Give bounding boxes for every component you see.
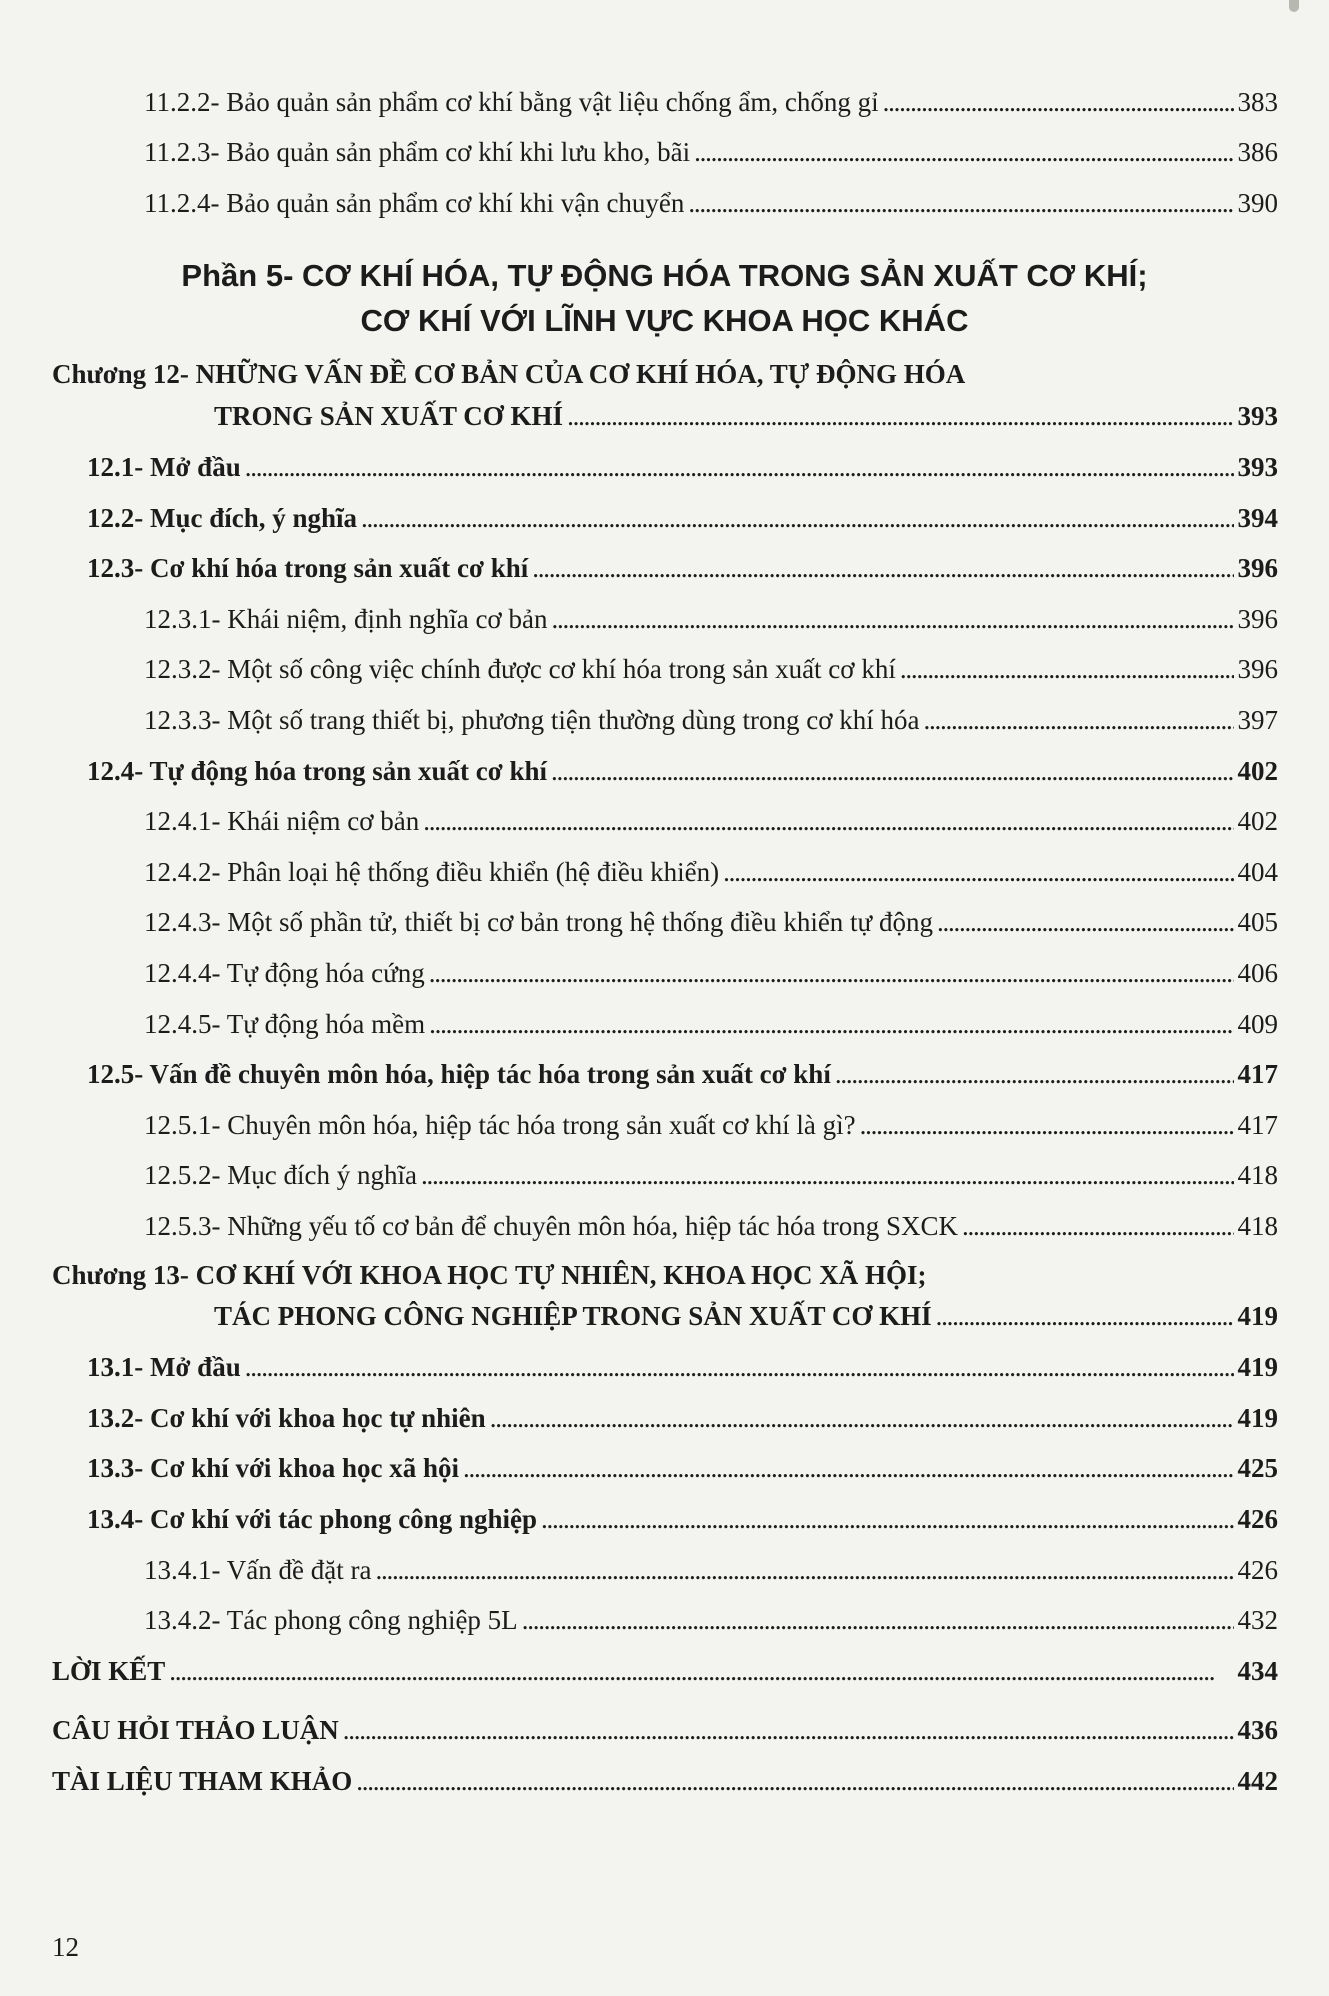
dot-leader xyxy=(688,186,1233,220)
part-5-heading-line-2: CƠ KHÍ VỚI LĨNH VỰC KHOA HỌC KHÁC xyxy=(360,303,969,338)
toc-entry-title: 12.3.2- Một số công việc chính được cơ khí hóa trong sản xuất cơ khí xyxy=(144,654,896,684)
toc-entry-13-4-2 xyxy=(144,1603,1278,1637)
toc-entry-page: 417 xyxy=(1237,1059,1278,1089)
toc-entry-page: 396 xyxy=(1237,654,1278,684)
toc-entry-12-3-1 xyxy=(144,602,1278,636)
toc-entry-title: 12.5- Vấn đề chuyên môn hóa, hiệp tác hóa trong sản xuất cơ khí xyxy=(87,1059,831,1089)
toc-entry-page: 390 xyxy=(1237,188,1278,218)
dot-leader xyxy=(723,855,1233,889)
toc-entry-page: 406 xyxy=(1237,958,1278,988)
dot-leader xyxy=(245,1350,1234,1384)
toc-entry-title: 13.4.2- Tác phong công nghiệp 5L xyxy=(144,1605,518,1635)
toc-entry-page: 436 xyxy=(1237,1715,1278,1745)
toc-entry-title: 13.2- Cơ khí với khoa học tự nhiên xyxy=(87,1403,486,1433)
toc-entry-title: CÂU HỎI THẢO LUẬN xyxy=(52,1715,339,1745)
toc-entry-title: 12.4.1- Khái niệm cơ bản xyxy=(144,806,420,836)
toc-entry-12-3 xyxy=(87,551,1278,585)
dot-leader xyxy=(860,1108,1234,1142)
toc-entry-12-5-2 xyxy=(144,1158,1278,1192)
dot-leader xyxy=(490,1401,1234,1435)
dot-leader xyxy=(551,602,1233,636)
toc-entry-12-2 xyxy=(87,501,1278,535)
dot-leader xyxy=(429,956,1234,990)
toc-entry-page: 426 xyxy=(1237,1504,1278,1534)
toc-entry-page: 397 xyxy=(1237,705,1278,735)
dot-leader xyxy=(245,450,1234,484)
toc-entry-12-3-2 xyxy=(144,652,1278,686)
toc-entry-11-2-3 xyxy=(144,135,1278,169)
chapter-12-heading-cont xyxy=(214,399,1278,433)
toc-entry-12-3-3 xyxy=(144,703,1278,737)
toc-entry-tai-lieu xyxy=(52,1764,1278,1798)
toc-entry-page: 393 xyxy=(1237,452,1278,482)
toc-entry-title: TRONG SẢN XUẤT CƠ KHÍ xyxy=(214,401,564,431)
dot-leader xyxy=(361,501,1233,535)
toc-entry-12-4-2 xyxy=(144,855,1278,889)
dot-leader xyxy=(900,652,1234,686)
dot-leader xyxy=(937,905,1234,939)
toc-entry-title: 13.4.1- Vấn đề đặt ra xyxy=(144,1555,372,1585)
toc-entry-title: 12.4- Tự động hóa trong sản xuất cơ khí xyxy=(87,756,548,786)
toc-entry-page: 394 xyxy=(1237,503,1278,533)
toc-entry-page: 405 xyxy=(1237,907,1278,937)
toc-entry-cau-hoi xyxy=(52,1713,1278,1747)
dot-leader xyxy=(343,1713,1234,1747)
toc-entry-12-5-3 xyxy=(144,1209,1278,1243)
toc-entry-12-4-3 xyxy=(144,905,1278,939)
toc-entry-page: 396 xyxy=(1237,604,1278,634)
toc-entry-page: 418 xyxy=(1237,1160,1278,1190)
toc-entry-title: 12.5.2- Mục đích ý nghĩa xyxy=(144,1160,417,1190)
chapter-13-heading-cont xyxy=(214,1299,1278,1333)
toc-entry-title: LỜI KẾT xyxy=(52,1656,166,1686)
toc-entry-13-4 xyxy=(87,1502,1278,1536)
dot-leader xyxy=(522,1603,1234,1637)
toc-entry-title: 11.2.4- Bảo quản sản phẩm cơ khí khi vận chuyển xyxy=(144,188,685,218)
dot-leader xyxy=(169,1654,1233,1688)
dot-leader xyxy=(541,1502,1234,1536)
toc-entry-title: 12.4.2- Phân loại hệ thống điều khiển (hệ điều khiển) xyxy=(144,857,720,887)
toc-entry-title: 12.4.3- Một số phần tử, thiết bị cơ bản trong hệ thống điều khiển tự động xyxy=(144,907,933,937)
toc-entry-title: 12.3.3- Một số trang thiết bị, phương tiện thường dùng trong cơ khí hóa xyxy=(144,705,920,735)
toc-entry-12-5 xyxy=(87,1057,1278,1091)
toc-entry-loi-ket xyxy=(52,1654,1278,1688)
toc-entry-page: 396 xyxy=(1237,553,1278,583)
toc-entry-page: 434 xyxy=(1237,1656,1278,1686)
toc-entry-12-4-1 xyxy=(144,804,1278,838)
dot-leader xyxy=(532,551,1233,585)
toc-entry-page: 419 xyxy=(1237,1403,1278,1433)
toc-entry-title: 11.2.3- Bảo quản sản phẩm cơ khí khi lưu kho, bãi xyxy=(144,137,691,167)
dot-leader xyxy=(463,1451,1234,1485)
toc-entry-page: 417 xyxy=(1237,1110,1278,1140)
toc-entry-12-5-1 xyxy=(144,1108,1278,1142)
dot-leader xyxy=(694,135,1233,169)
toc-entry-title: 13.3- Cơ khí với khoa học xã hội xyxy=(87,1453,459,1483)
dot-leader xyxy=(835,1057,1234,1091)
chapter-12-heading: Chương 12- NHỮNG VẤN ĐỀ CƠ BẢN CỦA CƠ KHÍ HÓA, TỰ ĐỘNG HÓA xyxy=(52,359,966,389)
toc-entry-title: 13.1- Mở đầu xyxy=(87,1352,241,1382)
toc-entry-page: 409 xyxy=(1237,1009,1278,1039)
dot-leader xyxy=(551,754,1233,788)
toc-entry-page: 404 xyxy=(1237,857,1278,887)
part-5-heading-line-1: Phần 5- CƠ KHÍ HÓA, TỰ ĐỘNG HÓA TRONG SẢN XUẤT CƠ KHÍ; xyxy=(181,258,1148,293)
dot-leader xyxy=(962,1209,1234,1243)
toc-entry-12-4-5 xyxy=(144,1007,1278,1041)
toc-entry-title: 12.3- Cơ khí hóa trong sản xuất cơ khí xyxy=(87,553,529,583)
dot-leader xyxy=(567,399,1233,433)
dot-leader xyxy=(356,1764,1233,1798)
chapter-13-heading: Chương 13- CƠ KHÍ VỚI KHOA HỌC TỰ NHIÊN, KHOA HỌC XÃ HỘI; xyxy=(52,1260,927,1290)
dot-leader xyxy=(883,85,1234,119)
page-edge-mark xyxy=(1289,0,1299,12)
toc-entry-13-1 xyxy=(87,1350,1278,1384)
dot-leader xyxy=(936,1299,1234,1333)
toc-entry-12-1 xyxy=(87,450,1278,484)
dot-leader xyxy=(375,1553,1233,1587)
toc-entry-title: TÀI LIỆU THAM KHẢO xyxy=(52,1766,353,1796)
toc-entry-page: 419 xyxy=(1237,1352,1278,1382)
page-number: 12 xyxy=(52,1932,79,1962)
dot-leader xyxy=(429,1007,1233,1041)
toc-entry-page: 419 xyxy=(1237,1301,1278,1331)
toc-entry-title: 12.1- Mở đầu xyxy=(87,452,241,482)
toc-entry-page: 426 xyxy=(1237,1555,1278,1585)
toc-entry-page: 386 xyxy=(1237,137,1278,167)
toc-entry-page: 383 xyxy=(1237,87,1278,117)
dot-leader xyxy=(924,703,1234,737)
toc-entry-page: 425 xyxy=(1237,1453,1278,1483)
toc-entry-page: 402 xyxy=(1237,806,1278,836)
toc-entry-title: 13.4- Cơ khí với tác phong công nghiệp xyxy=(87,1504,537,1534)
toc-entry-12-4 xyxy=(87,754,1278,788)
toc-entry-title: 12.3.1- Khái niệm, định nghĩa cơ bản xyxy=(144,604,548,634)
toc-entry-13-4-1 xyxy=(144,1553,1278,1587)
toc-entry-13-3 xyxy=(87,1451,1278,1485)
toc-entry-page: 432 xyxy=(1237,1605,1278,1635)
dot-leader xyxy=(423,804,1233,838)
toc-entry-title: 12.4.5- Tự động hóa mềm xyxy=(144,1009,426,1039)
dot-leader xyxy=(421,1158,1234,1192)
toc-entry-page: 418 xyxy=(1237,1211,1278,1241)
toc-entry-title: 12.5.3- Những yếu tố cơ bản để chuyên môn hóa, hiệp tác hóa trong SXCK xyxy=(144,1211,958,1241)
toc-entry-page: 393 xyxy=(1237,401,1278,431)
toc-entry-title: TÁC PHONG CÔNG NGHIỆP TRONG SẢN XUẤT CƠ KHÍ xyxy=(214,1301,932,1331)
toc-entry-11-2-2 xyxy=(144,85,1278,119)
toc-entry-page: 442 xyxy=(1237,1766,1278,1796)
toc-entry-title: 12.5.1- Chuyên môn hóa, hiệp tác hóa trong sản xuất cơ khí là gì? xyxy=(144,1110,856,1140)
toc-entry-13-2 xyxy=(87,1401,1278,1435)
toc-entry-12-4-4 xyxy=(144,956,1278,990)
toc-entry-title: 12.2- Mục đích, ý nghĩa xyxy=(87,503,358,533)
toc-entry-11-2-4 xyxy=(144,186,1278,220)
toc-entry-title: 11.2.2- Bảo quản sản phẩm cơ khí bằng vật liệu chống ẩm, chống gỉ xyxy=(144,87,879,117)
toc-entry-title: 12.4.4- Tự động hóa cứng xyxy=(144,958,425,988)
toc-entry-page: 402 xyxy=(1237,756,1278,786)
